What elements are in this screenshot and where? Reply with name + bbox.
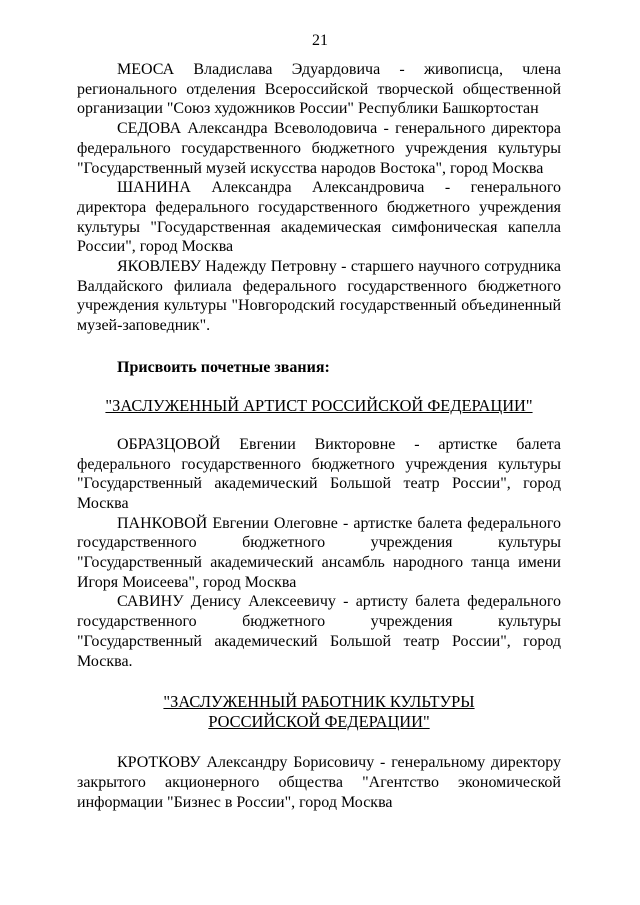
paragraph-krotkov: КРОТКОВУ Александру Борисовичу - генеральному директору закрытого акционерного общества "Агентство экономической информации "Бизнес в России", город Москва <box>77 754 561 811</box>
section-lead: Присвоить почетные звания: <box>117 358 330 376</box>
paragraph-pankova: ПАНКОВОЙ Евгении Олеговне - артистке балета федерального государственного бюджетного учреждения культуры "Государственный академический ансамбль народного танца имени Игоря Моисеева", город Москва <box>77 514 561 591</box>
section-heading-honored-artist: "ЗАСЛУЖЕННЫЙ АРТИСТ РОССИЙСКОЙ ФЕДЕРАЦИИ" <box>105 395 533 415</box>
paragraph-yakovleva: ЯКОВЛЕВУ Надежду Петровну - старшего научного сотрудника Валдайского филиала федерального государственного бюджетного учреждения культуры "Новгородский государственный объединенный музей-заповедник". <box>77 258 561 335</box>
section-heading-honored-culture-worker <box>77 692 561 732</box>
section-heading-line-2: РОССИЙСКОЙ ФЕДЕРАЦИИ" <box>208 712 430 732</box>
section-heading-line-1: "ЗАСЛУЖЕННЫЙ РАБОТНИК КУЛЬТУРЫ <box>163 692 475 712</box>
page-number: 21 <box>312 32 328 49</box>
paragraph-meosa: МЕОСА Владислава Эдуардовича - живописца, члена регионального отделения Всероссийской творческой общественной организации "Союз художников России" Республики Башкортостан <box>77 61 561 118</box>
document-body <box>77 60 561 812</box>
paragraph-shanin: ШАНИНА Александра Александровича - генерального директора федерального государственного бюджетного учреждения культуры "Государственная академическая симфоническая капелла России", город Москва <box>77 179 561 256</box>
paragraph-obraztsova: ОБРАЗЦОВОЙ Евгении Викторовне - артистке балета федерального государственного бюджетного учреждения культуры "Государственный академический Большой театр России", город Москва <box>77 435 561 512</box>
paragraph-sedov: СЕДОВА Александра Всеволодовича - генерального директора федерального государственного бюджетного учреждения культуры "Государственный музей искусства народов Востока", город Москва <box>77 120 561 177</box>
paragraph-savin: САВИНУ Денису Алексеевичу - артисту балета федерального государственного бюджетного учреждения культуры "Государственный академический Большой театр России", город Москва. <box>77 593 561 670</box>
